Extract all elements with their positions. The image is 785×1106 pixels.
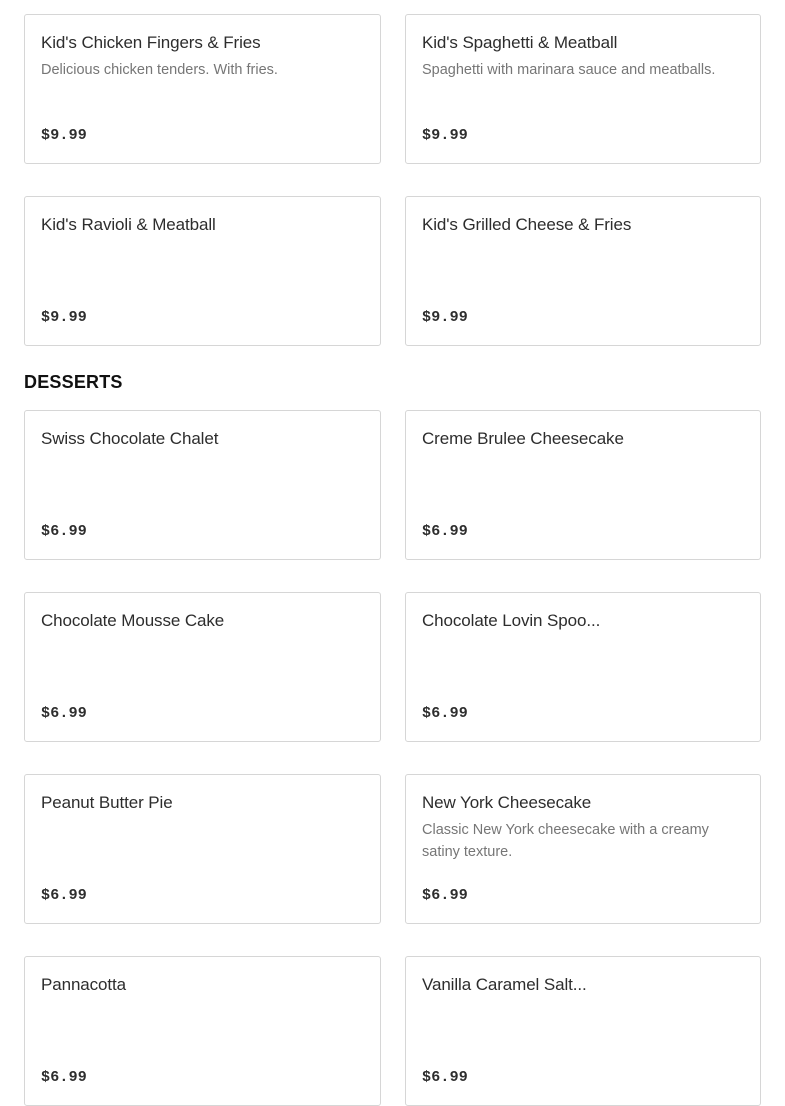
section-heading-desserts: DESSERTS [24, 372, 123, 392]
menu-item-card[interactable] [405, 196, 761, 346]
menu-item-price: $9.99 [422, 127, 469, 144]
menu-item-price: $6.99 [422, 705, 469, 722]
menu-item-description: Classic New York cheesecake with a creamy satiny texture. [422, 822, 709, 860]
menu-item-price: $6.99 [41, 1069, 88, 1086]
menu-item-card[interactable] [24, 196, 381, 346]
menu-item-name: Kid's Ravioli & Meatball [41, 215, 216, 234]
menu-item-name: New York Cheesecake [422, 793, 592, 812]
menu-item-price: $9.99 [422, 309, 469, 326]
menu-item-price: $6.99 [41, 523, 88, 540]
menu-item-price: $6.99 [422, 1069, 469, 1086]
menu-item-name: Chocolate Lovin Spoo... [422, 611, 601, 630]
menu-item-price: $6.99 [422, 523, 469, 540]
menu-item-card[interactable] [24, 774, 381, 924]
menu-item-price: $6.99 [422, 887, 469, 904]
desserts-menu-grid [24, 410, 761, 1106]
menu-item-card[interactable] [405, 14, 761, 164]
menu-item-price: $9.99 [41, 309, 88, 326]
menu-item-card[interactable] [405, 774, 761, 924]
menu-item-name: Swiss Chocolate Chalet [41, 429, 219, 448]
menu-item-name: Creme Brulee Cheesecake [422, 429, 624, 448]
menu-item-name: Peanut Butter Pie [41, 793, 173, 812]
menu-item-price: $9.99 [41, 127, 88, 144]
menu-item-card[interactable] [24, 410, 381, 560]
menu-item-price: $6.99 [41, 887, 88, 904]
menu-item-name: Pannacotta [41, 975, 127, 994]
menu-item-card[interactable] [405, 410, 761, 560]
menu-item-price: $6.99 [41, 705, 88, 722]
menu-item-card[interactable] [24, 592, 381, 742]
menu-item-card[interactable] [405, 592, 761, 742]
menu-item-card[interactable] [24, 956, 381, 1106]
menu-item-name: Kid's Spaghetti & Meatball [422, 33, 618, 52]
menu-item-name: Kid's Grilled Cheese & Fries [422, 215, 632, 234]
menu-item-description: Spaghetti with marinara sauce and meatballs. [422, 62, 716, 78]
menu-item-description: Delicious chicken tenders. With fries. [41, 62, 278, 78]
menu-item-card[interactable] [405, 956, 761, 1106]
kids-menu-grid [24, 14, 761, 346]
menu-item-name: Chocolate Mousse Cake [41, 611, 225, 630]
menu-item-name: Kid's Chicken Fingers & Fries [41, 33, 261, 52]
menu-item-card[interactable] [24, 14, 381, 164]
menu-item-name: Vanilla Caramel Salt... [422, 975, 587, 994]
